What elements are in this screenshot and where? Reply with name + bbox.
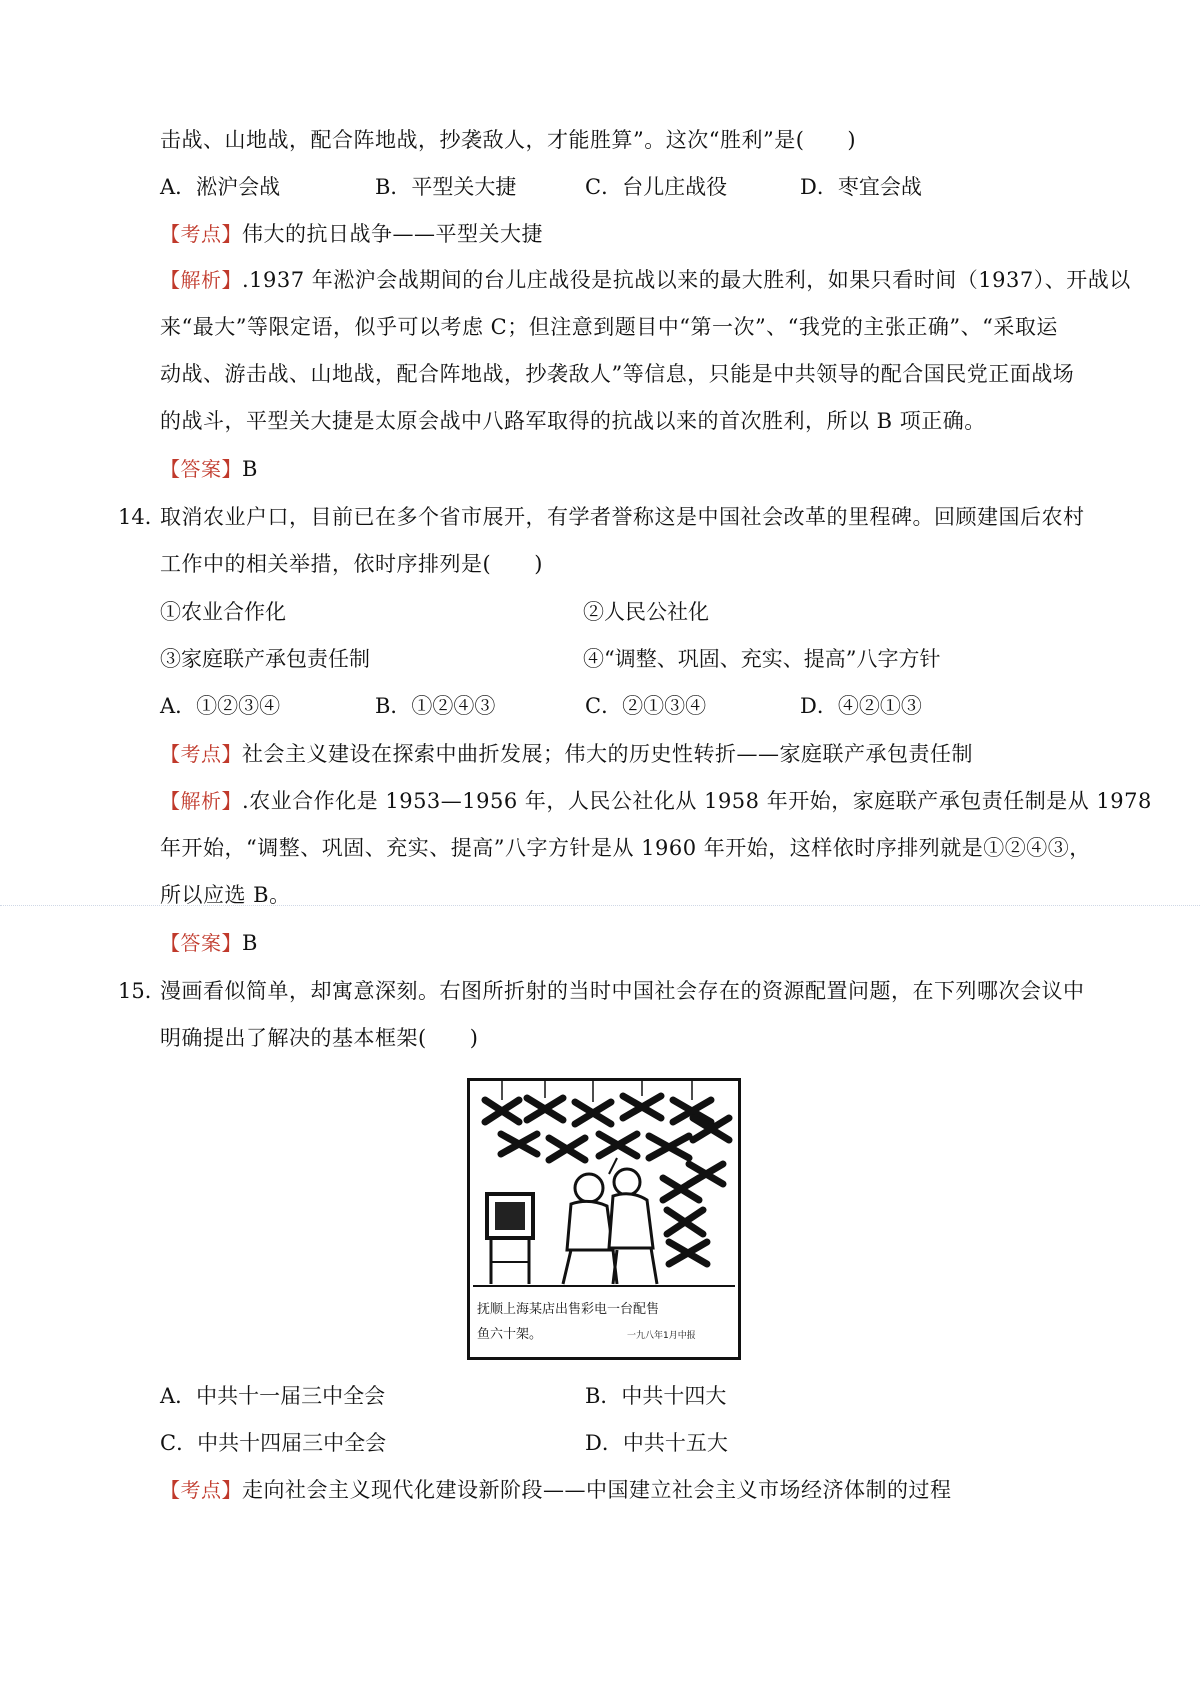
q15-option-c: C．中共十四届三中全会 [160,1431,387,1455]
jiexi-tag: 【解析】 [160,789,242,813]
cartoon-date: 一九八年1月中报 [627,1331,696,1341]
kaodian-tag: 【考点】 [160,222,242,246]
q13-jiexi-line-4: 的战斗，平型关大捷是太原会战中八路军取得的抗战以来的首次胜利，所以 B 项正确。 [160,409,986,433]
kaodian-text: 走向社会主义现代化建设新阶段——中国建立社会主义市场经济体制的过程 [242,1478,952,1502]
q14-answer [160,928,258,958]
q15-number: 15． [118,979,166,1003]
q13-answer [160,454,258,484]
answer-tag: 【答案】 [160,457,242,481]
q13-option-a: A．淞沪会战 [160,175,281,199]
page-divider [0,905,1200,906]
q14-jiexi-line-2: 年开始，“调整、巩固、充实、提高”八字方针是从 1960 年开始，这样依时序排列就是①②④③， [160,836,1091,860]
q13-option-c: C．台儿庄战役 [585,175,728,199]
answer-value: B [242,457,258,481]
q14-item-1: ①农业合作化 [160,600,286,624]
q14-kaodian [160,739,973,769]
q14-option-d: D．④②①③ [800,694,922,718]
q14-item-3: ③家庭联产承包责任制 [160,647,370,671]
q13-jiexi-line-1 [160,265,1131,295]
answer-tag: 【答案】 [160,931,242,955]
q15-kaodian [160,1475,952,1505]
q15-option-b: B．中共十四大 [585,1384,727,1408]
q14-option-a: A．①②③④ [160,694,281,718]
cartoon-caption-line-2: 鱼六十架。 [477,1327,543,1342]
q14-item-4: ④“调整、巩固、充实、提高”八字方针 [583,647,941,671]
q14-jiexi-line-3: 所以应选 B。 [160,883,291,907]
q13-jiexi-line-3: 动战、游击战、山地战，配合阵地战，抄袭敌人”等信息，只能是中共领导的配合国民党正面战场 [160,362,1075,386]
cartoon-image [467,1078,741,1360]
q13-option-d: D．枣宜会战 [800,175,922,199]
q15-stem-line-1: 漫画看似简单，却寓意深刻。右图所折射的当时中国社会存在的资源配置问题，在下列哪次会议中 [160,979,1085,1003]
q14-stem-line-2: 工作中的相关举措，依时序排列是( ) [160,552,543,576]
kaodian-text: 伟大的抗日战争——平型关大捷 [242,222,543,246]
q14-item-2: ②人民公社化 [583,600,709,624]
q14-stem-line-1: 取消农业户口，目前已在多个省市展开，有学者誉称这是中国社会改革的里程碑。回顾建国后农村 [160,505,1085,529]
q14-option-c: C．②①③④ [585,694,707,718]
kaodian-text: 社会主义建设在探索中曲折发展；伟大的历史性转折——家庭联产承包责任制 [242,742,973,766]
q14-jiexi-line-1 [160,786,1152,816]
kaodian-tag: 【考点】 [160,1478,242,1502]
q15-stem-line-2: 明确提出了解决的基本框架( ) [160,1026,479,1050]
jiexi-text: .1937 年淞沪会战期间的台儿庄战役是抗战以来的最大胜利，如果只看时间（1937）、开战以 [242,268,1131,292]
q15-option-d: D．中共十五大 [585,1431,728,1455]
q15-option-a: A．中共十一届三中全会 [160,1384,386,1408]
q14-number: 14． [118,505,166,529]
cartoon-caption-line-1: 抚顺上海某店出售彩电一台配售 [477,1302,660,1317]
q13-kaodian [160,219,543,249]
answer-value: B [242,931,258,955]
q13-jiexi-line-2: 来“最大”等限定语，似乎可以考虑 C；但注意到题目中“第一次”、“我党的主张正确”、“采取运 [160,315,1058,339]
jiexi-text: .农业合作化是 1953—1956 年，人民公社化从 1958 年开始，家庭联产承包责任制是从 1978 [242,789,1152,813]
q14-option-b: B．①②④③ [375,694,496,718]
kaodian-tag: 【考点】 [160,742,242,766]
q13-option-b: B．平型关大捷 [375,175,517,199]
q13-stem: 击战、山地战，配合阵地战，抄袭敌人，才能胜算”。这次“胜利”是( ) [160,128,857,152]
jiexi-tag: 【解析】 [160,268,242,292]
